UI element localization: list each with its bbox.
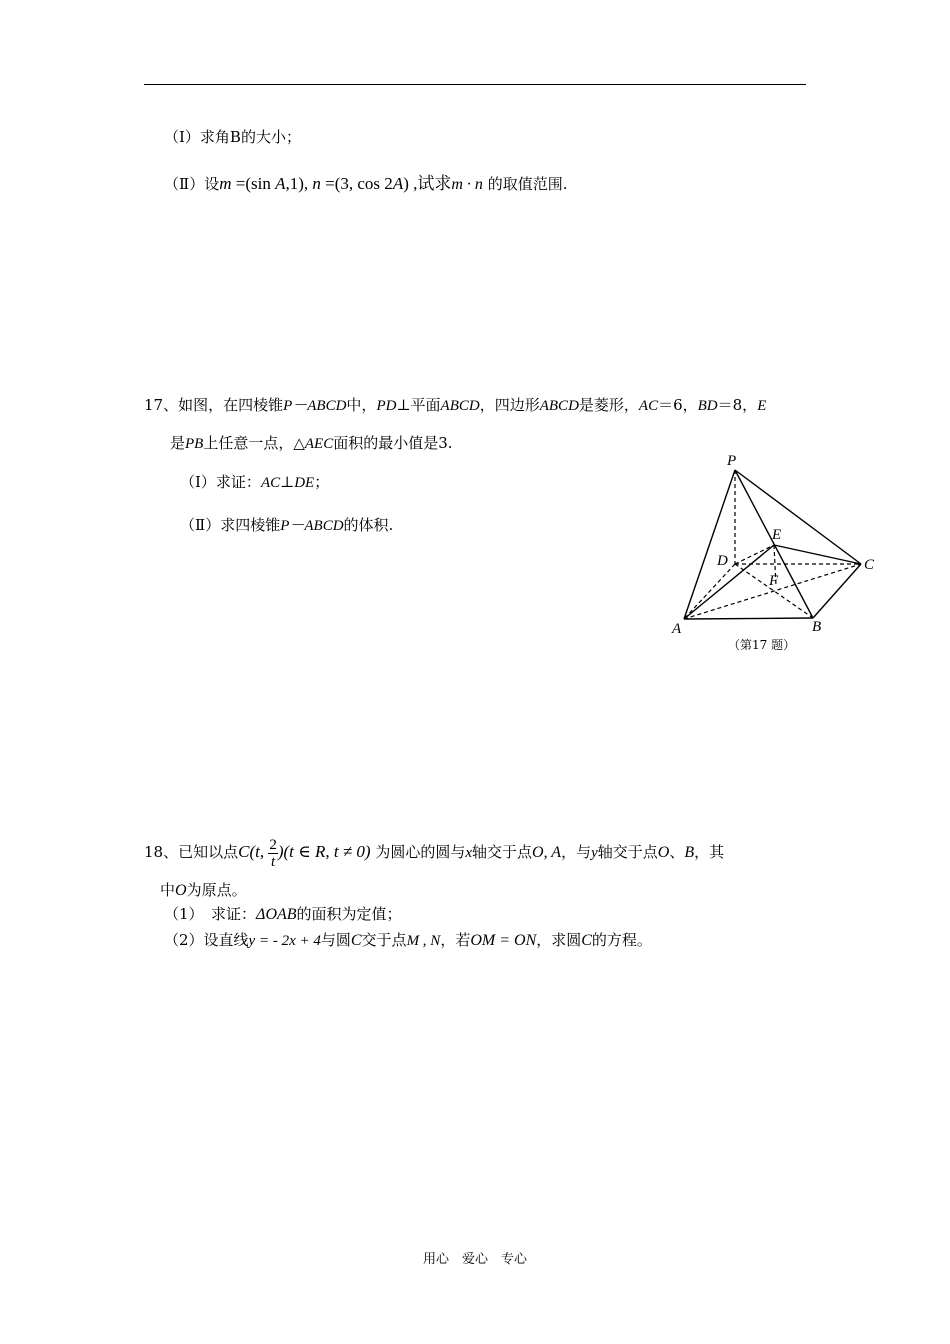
q17-p1c: ⊥ [280,473,295,491]
q18-p2e: ，求圆 [536,931,582,949]
label-E: E [772,527,782,543]
q16-A2: A [392,174,404,193]
q17-p2c: 的体积. [343,516,394,534]
q18-OA: O, A [532,844,562,861]
q18-part2 [164,930,652,951]
q16-A1: A [275,174,286,193]
vector-n: n [312,174,321,193]
header-rule [144,84,806,85]
q18-l1f: 、 [669,843,685,861]
q17-l1g: ，四边形 [479,396,540,414]
q17-l2e: 面积的最小值是3. [333,434,453,452]
q17-l1f: ABCD [440,398,480,414]
q16-eq2b: ) ,试求 [403,174,452,193]
q18-l1g: ，其 [694,843,725,861]
q18-frac-num: 2 [269,836,277,853]
q18-line-eq: y = - 2x + 4 [248,933,321,949]
q16-dot-product: m · n [451,176,483,193]
q17-l1e: ⊥平面 [396,396,441,414]
q17-l1n: E [757,398,767,414]
label-C: C [864,557,875,573]
label-B: B [812,619,822,635]
q18-p2f: 的方程。 [591,931,652,949]
q18-C1: C [238,842,250,861]
q18-l2a: 中 [160,881,176,899]
edge-PA [684,470,735,619]
q18-x: x [465,845,473,861]
q18-part1 [164,904,402,925]
q18-OM-ON: OM = ON [470,932,537,949]
q18-O2: O [175,882,187,899]
q18-triangle: ΔOAB [256,906,297,923]
q16-part2-suffix: 的取值范围. [482,175,568,193]
q17-line1 [144,395,766,416]
q16-part1 [164,127,301,147]
q18-y: y [591,845,598,861]
q17-l1m: ＝8， [717,396,758,414]
q17-p2b: P－ABCD [280,518,344,534]
q18-p2a: （2）设直线 [164,931,249,949]
q18-p2C2: C [581,932,592,949]
q18-p2C: C [350,932,362,949]
q17-p2a: （Ⅱ）求四棱锥 [180,516,281,534]
q17-part2 [180,515,393,536]
page-footer: 用心 爱心 专心 [422,1252,527,1267]
q17-l1k: ＝6， [658,396,698,414]
q18-p2c: 交于点 [361,931,407,949]
q17-l1i: 是菱形， [578,396,639,414]
q17-l1j: AC [638,398,659,414]
pyramid-figure [660,446,890,636]
q18-p1b: 的面积为定值； [296,905,402,923]
q18-l1d: ，与 [561,843,592,861]
q18-MN: M , N [406,933,441,949]
q16-eq1: =(sin [231,174,276,193]
q18-l1b: 为圆心的圆与 [370,843,466,861]
q17-l1h: ABCD [539,398,579,414]
label-A: A [672,621,682,636]
edge-PB [735,470,813,618]
vector-m: m [219,174,232,193]
q17-p1a: （Ⅰ）求证： [180,473,261,491]
edge-BC [813,564,861,618]
figure-caption: （第17 题） [728,638,796,652]
q18-p1a: （1） 求证： [164,905,257,923]
q18-p2d: ，若 [440,931,471,949]
q17-l2d: AEC [304,436,334,452]
q18-l1e: 轴交于点 [597,843,658,861]
q17-l1c: 中， [346,396,377,414]
q18-paren2: )(t ∈ R, t ≠ 0) [277,842,371,861]
q16-part2 [164,174,567,195]
q17-l2a: 是 [170,434,186,452]
q16-eq2: =(3, cos 2 [320,174,393,193]
q17-l1d: PD [376,398,397,414]
label-D: D [717,553,728,569]
q18-frac-den: t [270,853,276,870]
q18-line1 [144,834,724,871]
edge-AB [684,618,813,619]
edge-DA [684,564,735,619]
q17-l1b: P－ABCD [283,398,347,414]
q18-O1: O [657,844,670,861]
q17-l2c: 上任意一点，△ [203,434,305,452]
q17-p1e: ； [314,473,330,491]
q16-part2-prefix: （Ⅱ）设 [164,175,220,193]
q17-p1d: DE [294,475,315,491]
q18-l2b: 为原点。 [186,881,247,899]
q17-part1 [180,472,329,493]
label-F: F [769,573,779,589]
q18-l1a: 18、已知以点 [144,843,239,861]
label-P: P [727,453,737,469]
q18-p2b: 与圆 [320,931,351,949]
q18-line2 [160,880,247,901]
q17-p1b: AC [260,475,281,491]
q18-l1c: 轴交于点 [472,843,533,861]
q16-eq1b: ,1), [285,174,313,193]
q17-line2 [170,433,453,454]
q17-l1l: BD [697,398,718,414]
q16-part1-text: （Ⅰ）求角B的大小； [164,128,301,146]
q18-B1: B [684,844,695,861]
q18-paren1: (t, [249,842,269,861]
q17-l2b: PB [185,436,204,452]
q18-fraction [268,837,278,870]
q17-l1a: 17、如图，在四棱锥 [144,396,284,414]
